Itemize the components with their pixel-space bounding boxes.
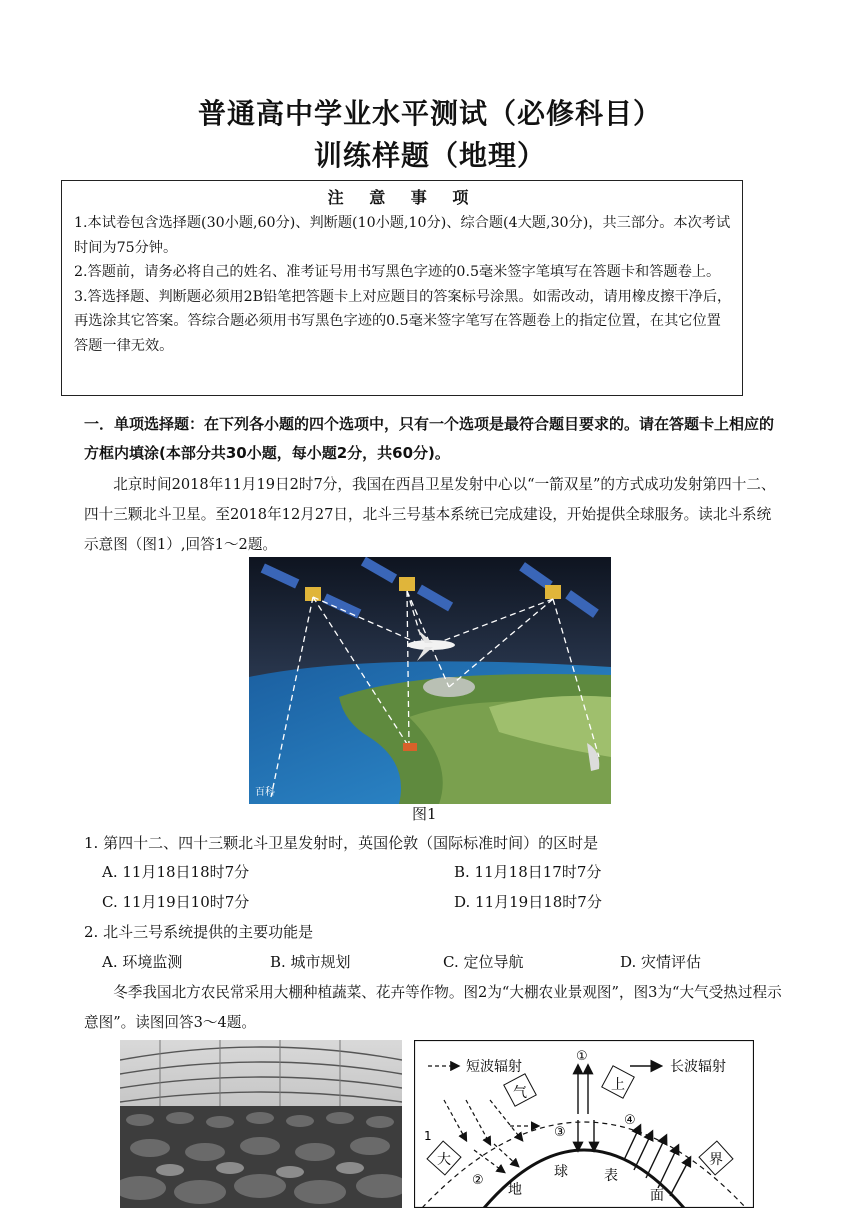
greenhouse-photo: [120, 1040, 402, 1208]
page-subtitle: 训练样题（地理）: [313, 139, 546, 172]
notice-heading: 注 意 事 项: [327, 188, 479, 207]
notice-item: 1.本试卷包含选择题(30小题,60分)、判断题(10小题,10分)、综合题(4大题,30分)，共三部分。本次考试时间为75分钟。: [74, 215, 731, 256]
notice-item: 3.答选择题、判断题必须用2B铅笔把答题卡上对应题目的答案标号涂黑。如需改动，请用橡皮擦干净后，再选涂其它答案。答综合题必须用书写黑色字迹的0.5毫米签字笔写在答题卷上的指定位置，在其它位置答题一律无效。: [74, 288, 732, 354]
notice-item: 2.答题前，请务必将自己的姓名、准考证号用书写黑色字迹的0.5毫米签字笔填写在答题卡和答题卷上。: [74, 264, 721, 281]
marker-1: ①: [576, 1049, 588, 1064]
surface-label-char: 面: [650, 1188, 664, 1204]
atmosphere-label-char: 界: [709, 1152, 723, 1168]
legend-long-wave: 长波辐射: [670, 1059, 726, 1075]
intro-paragraph-2: 冬季我国北方农民常采用大棚种植蔬菜、花卉等作物。图2为“大棚农业景观图”，图3为“大气受热过程示意图”。读图回答3～4题。: [84, 984, 782, 1031]
legend-short-wave: 短波辐射: [466, 1059, 522, 1075]
marker-3: ③: [554, 1125, 566, 1140]
question-1-option-d: D. 11月19日18时7分: [454, 893, 602, 911]
marker-4: ④: [624, 1113, 636, 1128]
page-title: 普通高中学业水平测试（必修科目）: [197, 97, 662, 130]
question-2-option-d: D. 灾情评估: [620, 953, 702, 971]
question-2-option-b: B. 城市规划: [270, 953, 351, 971]
marker-2: ②: [472, 1173, 484, 1188]
atmosphere-label-char: 大: [437, 1152, 451, 1168]
beidou-system-figure: [249, 557, 611, 804]
question-1-option-a: A. 11月18日18时7分: [102, 863, 250, 881]
figure-caption: 图1: [412, 805, 437, 823]
figure-watermark: 百科: [255, 787, 275, 798]
car-icon: [403, 743, 417, 751]
atmosphere-label-char: 上: [611, 1077, 625, 1093]
question-2-option-c: C. 定位导航: [443, 953, 524, 971]
surface-label-char: 表: [604, 1168, 618, 1184]
intro-paragraph-1: 北京时间2018年11月19日2时7分，我国在西昌卫星发射中心以“一箭双星”的方式成功发射第四十二、四十三颗北斗卫星。至2018年12月27日，北斗三号基本系统已完成建设，开始提供全球服务。读北斗系统示意图（图1）,回答1～2题。: [84, 476, 776, 553]
question-1-option-b: B. 11月18日17时7分: [454, 863, 602, 881]
question-2-option-a: A. 环境监测: [102, 953, 183, 971]
atmosphere-heating-diagram: [414, 1040, 754, 1208]
surface-label-char: 地: [508, 1182, 522, 1198]
question-2-stem: 2. 北斗三号系统提供的主要功能是: [84, 923, 314, 941]
surface-label-char: 球: [554, 1164, 568, 1180]
question-1-option-c: C. 11月19日10时7分: [102, 893, 250, 911]
question-1-stem: 1. 第四十二、四十三颗北斗卫星发射时，英国伦敦（国际标准时间）的区时是: [84, 834, 599, 852]
section-heading: 一．单项选择题：在下列各小题的四个选项中，只有一个选项是最符合题目要求的。请在答题卡上相应的方框内填涂(本部分共30小题，每小题2分，共60分)。: [84, 415, 775, 462]
notice-box: [61, 180, 743, 396]
side-mark: 1: [424, 1129, 432, 1143]
atmosphere-label-char: 气: [513, 1085, 527, 1101]
